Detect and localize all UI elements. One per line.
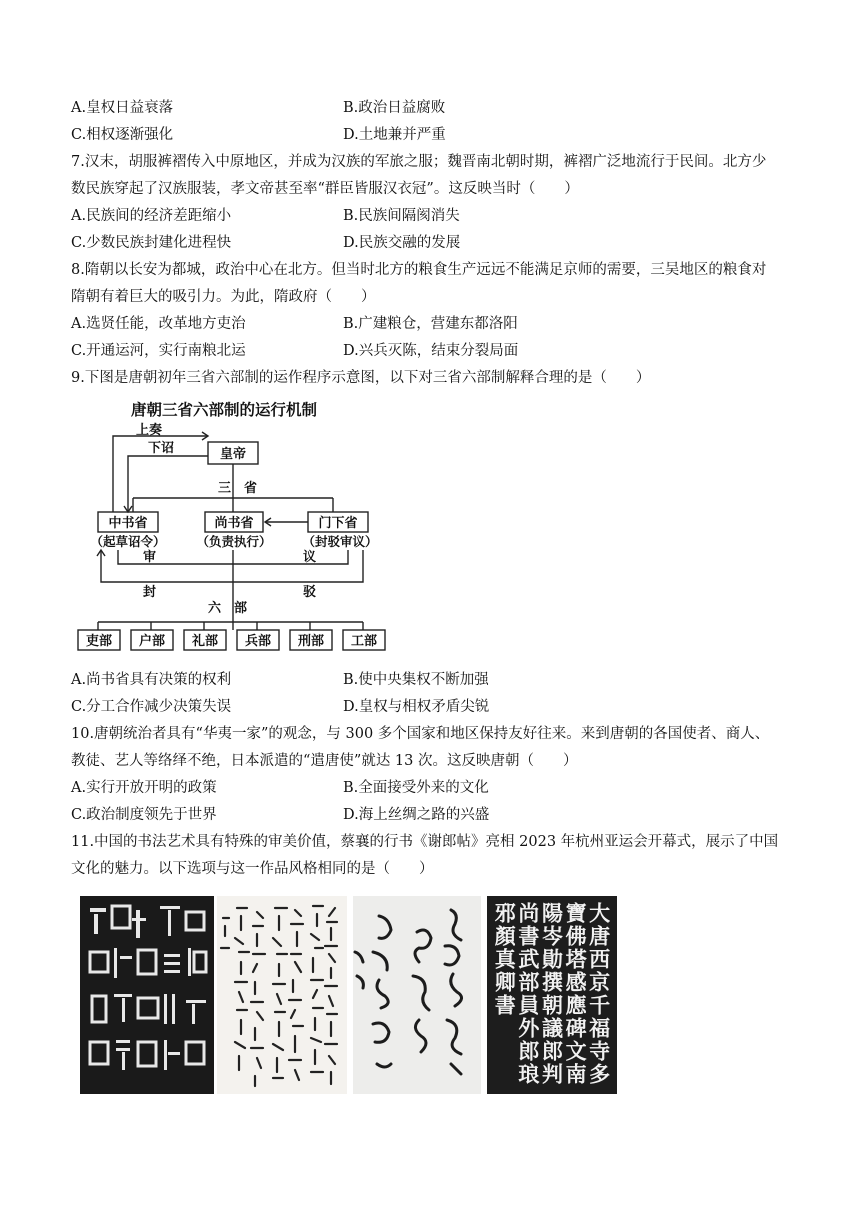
zhongshu-role: （起草诏令）	[90, 534, 166, 549]
q7-stem-line1: 7.汉末，胡服裤褶传入中原地区，并成为汉族的军旅之服；魏晋南北朝时期，裤褶广泛地流行于民间。北方少	[71, 154, 767, 170]
q6-option-c[interactable]: C.相权逐渐强化	[71, 127, 174, 143]
calligraphy-running-script-image[interactable]	[353, 896, 481, 1094]
q7-option-d[interactable]: D.民族交融的发展	[343, 235, 461, 251]
shangshu-label: 尚书省	[214, 516, 254, 531]
diagram-title: 唐朝三省六部制的运行机制	[131, 401, 318, 419]
q6-option-d[interactable]: D.土地兼并严重	[343, 127, 446, 143]
shen-label: 审	[143, 550, 157, 565]
menxia-role: （封驳审议）	[302, 534, 378, 549]
q8-option-c[interactable]: C.开通运河，实行南粮北运	[71, 343, 246, 359]
xiazhao-label: 下诏	[148, 441, 175, 456]
q9-option-b[interactable]: B.使中央集权不断加强	[343, 672, 489, 688]
shangshu-role: （负责执行）	[196, 534, 272, 549]
q6-option-b[interactable]: B.政治日益腐败	[343, 100, 446, 116]
ministry-label: 吏部	[85, 634, 113, 649]
q8-option-d[interactable]: D.兴兵灭陈，结束分裂局面	[343, 343, 519, 359]
stele-column: 寶佛塔感應碑文南	[563, 902, 589, 1086]
menxia-label: 门下省	[318, 516, 358, 531]
q11-stem-line2: 文化的魅力。以下选项与这一作品风格相同的是（ ）	[71, 861, 434, 877]
q9-option-a[interactable]: A.尚书省具有决策的权利	[71, 672, 232, 688]
stele-column: 邪顏真卿書	[492, 902, 518, 1017]
calligraphy-seal-image[interactable]	[80, 896, 214, 1094]
q9-option-d[interactable]: D.皇权与相权矛盾尖锐	[343, 699, 490, 715]
q11-stem-line1: 11.中国的书法艺术具有特殊的审美价值，蔡襄的行书《谢郎帖》亮相 2023 年杭州亚运会开幕式，展示了中国	[71, 834, 779, 850]
ministry-label: 刑部	[297, 634, 325, 649]
q8-option-b[interactable]: B.广建粮仓，营建东都洛阳	[343, 316, 518, 332]
liubu-label: 六 部	[208, 601, 248, 616]
ministry-label: 礼部	[191, 634, 219, 649]
q7-option-c[interactable]: C.少数民族封建化进程快	[71, 235, 232, 251]
q10-option-a[interactable]: A.实行开放开明的政策	[71, 780, 217, 796]
calligraphy-regular-small-image[interactable]	[217, 896, 347, 1094]
q6-option-a[interactable]: A.皇权日益衰落	[71, 100, 174, 116]
q10-stem-line1: 10.唐朝统治者具有“华夷一家”的观念，与 300 多个国家和地区保持友好往来。来到唐朝的各国使者、商人、	[71, 726, 770, 742]
stele-column: 陽岑勛撰朝議郎判	[539, 902, 565, 1086]
q10-stem-line2: 教徒、艺人等络绎不绝，日本派遣的“遣唐使”就达 13 次。这反映唐朝（ ）	[71, 753, 578, 769]
q10-option-c[interactable]: C.政治制度领先于世界	[71, 807, 217, 823]
q7-option-b[interactable]: B.民族间隔阂消失	[343, 208, 460, 224]
zhongshu-label: 中书省	[108, 516, 148, 531]
stele-column: 大唐西京千福寺多	[586, 902, 612, 1086]
q9-option-c[interactable]: C.分工合作减少决策失误	[71, 699, 232, 715]
q8-option-a[interactable]: A.选贤任能，改革地方吏治	[71, 316, 246, 332]
shangzou-label: 上奏	[136, 423, 163, 438]
three-departments-diagram	[68, 422, 398, 662]
q7-option-a[interactable]: A.民族间的经济差距缩小	[71, 208, 232, 224]
q8-stem-line2: 隋朝有着巨大的吸引力。为此，隋政府（ ）	[71, 289, 376, 305]
ministry-label: 户部	[138, 634, 166, 649]
q7-stem-line2: 数民族穿起了汉族服装，孝文帝甚至率“群臣皆服汉衣冠”。这反映当时（ ）	[71, 181, 579, 197]
ministry-label: 兵部	[244, 634, 272, 649]
feng-label: 封	[143, 585, 157, 600]
emperor-label: 皇帝	[219, 447, 247, 462]
stele-column: 尚書武部員外郎琅	[515, 902, 541, 1086]
yi-label: 议	[303, 550, 317, 565]
q9-stem: 9.下图是唐朝初年三省六部制的运作程序示意图，以下对三省六部制解释合理的是（ ）	[71, 370, 651, 386]
q10-option-d[interactable]: D.海上丝绸之路的兴盛	[343, 807, 490, 823]
q10-option-b[interactable]: B.全面接受外来的文化	[343, 780, 489, 796]
q8-stem-line1: 8.隋朝以长安为都城，政治中心在北方。但当时北方的粮食生产远远不能满足京师的需要，三吴地区的粮食对	[71, 262, 767, 278]
ministry-label: 工部	[350, 634, 378, 649]
calligraphy-regular-stele-image[interactable]	[487, 896, 617, 1094]
sansheng-label: 三 省	[218, 481, 258, 496]
bo-label: 驳	[303, 585, 317, 600]
